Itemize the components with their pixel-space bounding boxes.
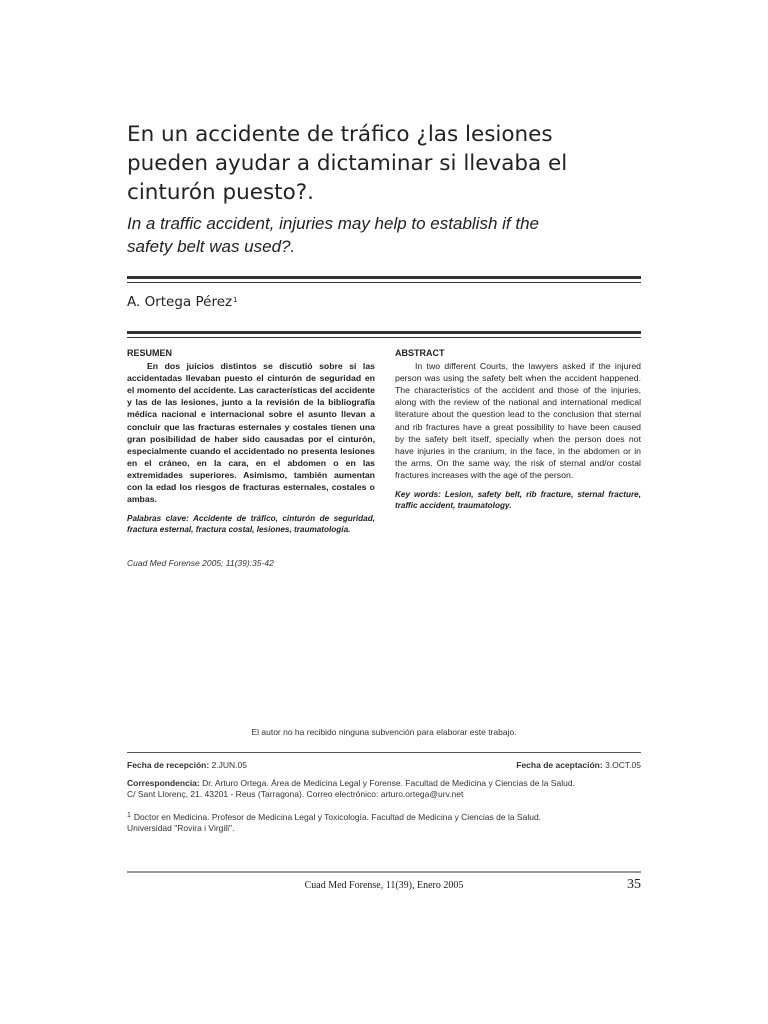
page-number: 35 bbox=[627, 877, 641, 892]
reception-label: Fecha de recepción: bbox=[127, 760, 210, 770]
footer-journal: Cuad Med Forense, 11(39), Enero 2005 bbox=[304, 880, 464, 891]
acceptance-date bbox=[516, 760, 641, 770]
correspondence-line-2: C/ Sant Llorenç, 21. 43201 - Reus (Tarragona). Correo electrónico: arturo.ortega@urv.net bbox=[127, 788, 464, 799]
title-english-line-2: safety belt was used?. bbox=[127, 237, 296, 256]
reception-value: 2.JUN.05 bbox=[211, 760, 248, 770]
abstract-heading: ABSTRACT bbox=[395, 348, 445, 358]
resumen-column bbox=[127, 347, 375, 535]
author-line bbox=[127, 294, 238, 310]
acceptance-value: 3.OCT.05 bbox=[605, 760, 641, 770]
title-spanish-line-3: cinturón puesto?. bbox=[127, 180, 314, 205]
abstract-text: In two different Courts, the lawyers asked if the injured person was using the safety belt when the accident happened. The characteristics of the accident and those of the injuries, along with the review of the national and international medical literature about the question lead to the conclusion that sternal and rib fractures have a great possibility to have been caused by the safety belt itself, specially when the person does not have injuries in the cranium, in the face, in the abdomen or in the arms. On the same way, the risk of sternal and/or costal fractures increases with the age of the person. bbox=[395, 361, 641, 480]
correspondence-label: Correspondencia: bbox=[127, 778, 200, 788]
author-rule-thin bbox=[127, 337, 641, 338]
affiliation-line-1: Doctor en Medicina. Profesor de Medicina Legal y Toxicología. Facultad de Medicina y Ciencias de la Salud. bbox=[133, 812, 542, 822]
author-affiliation-mark: 1 bbox=[233, 296, 238, 304]
title-spanish-line-1: En un accidente de tráfico ¿las lesiones bbox=[127, 122, 553, 147]
footer-rule bbox=[127, 871, 641, 873]
title-rule-thin bbox=[127, 282, 641, 283]
resumen-text: En dos juicios distintos se discutió sobre si las accidentadas llevaban puesto el cinturón de seguridad en el momento del accidente. Las características del accidente y las de las lesiones, junto a la revisión de la bibliografía médica nacional e internacional sobre el asunto llevan a concluir que las fracturas esternales y costales tienen una gran posibilidad de haber sido causadas por el cinturón, especialmente cuando el accidentado no presenta lesiones en el cráneo, en la cara, en el abdomen o en las extremidades superiores. Asimismo, también aumentan con la edad los riesgos de fracturas esternales, costales o ambas. bbox=[127, 361, 375, 505]
title-spanish bbox=[127, 120, 647, 207]
citation: Cuad Med Forense 2005; 11(39):35-42 bbox=[127, 558, 274, 568]
affiliation-mark: 1 bbox=[127, 812, 131, 819]
affiliation-footnote bbox=[127, 811, 641, 833]
correspondence-line-1: Dr. Arturo Ortega. Área de Medicina Legal y Forense. Facultad de Medicina y Ciencias de la Salud. bbox=[202, 778, 575, 788]
author-rule-thick bbox=[127, 331, 641, 334]
title-spanish-line-2: pueden ayudar a dictaminar si llevaba el bbox=[127, 151, 568, 176]
title-rule-thick bbox=[127, 276, 641, 279]
affiliation-line-2: Universidad "Rovira i Virgili". bbox=[127, 822, 235, 833]
author-name: A. Ortega Pérez bbox=[127, 294, 233, 310]
title-english bbox=[127, 212, 647, 258]
resumen-keywords: Palabras clave: Accidente de tráfico, cinturón de seguridad, fractura esternal, fractura costal, lesiones, traumatología. bbox=[127, 514, 375, 535]
footnote-rule bbox=[127, 752, 641, 753]
correspondence bbox=[127, 778, 641, 799]
abstract-keywords: Key words: Lesion, safety belt, rib fracture, sternal fracture, traffic accident, traumatology. bbox=[395, 490, 641, 511]
abstract-column bbox=[395, 347, 641, 511]
resumen-heading: RESUMEN bbox=[127, 348, 173, 358]
funding-statement: El autor no ha recibido ninguna subvención para elaborar este trabajo. bbox=[251, 727, 517, 737]
acceptance-label: Fecha de aceptación: bbox=[516, 760, 603, 770]
title-english-line-1: In a traffic accident, injuries may help to establish if the bbox=[127, 214, 539, 233]
